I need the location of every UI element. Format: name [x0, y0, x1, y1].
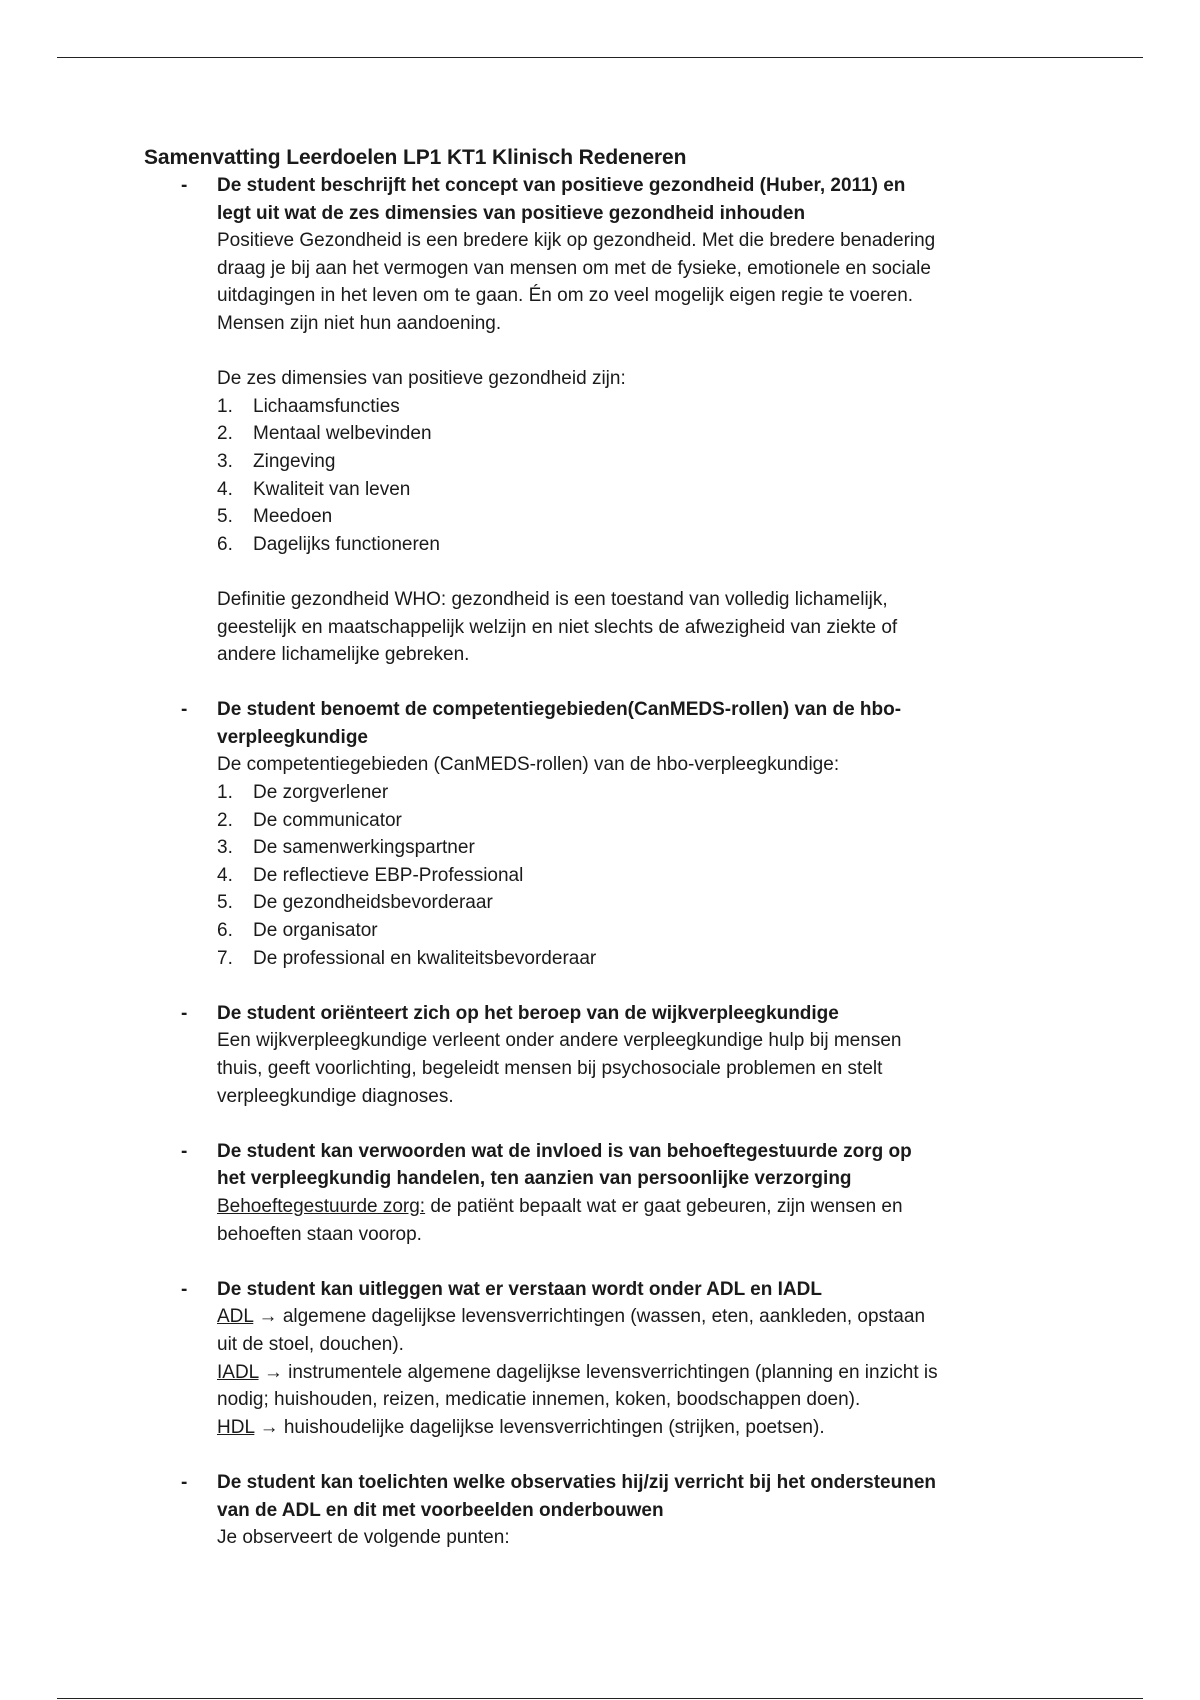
goal-question: De student kan verwoorden wat de invloed is van behoeftegestuurde zorg op [217, 1140, 912, 1162]
paragraph-line: uitdagingen in het leven om te gaan. Én om zo veel mogelijk eigen regie te voeren. [217, 285, 914, 307]
paragraph-line: ADL → algemene dagelijkse levensverrichtingen (wassen, eten, aankleden, opstaan [217, 1306, 926, 1328]
list-item: 4. Kwaliteit van leven [217, 478, 411, 500]
bottom-rule [57, 1698, 1143, 1699]
bullet-dash: - [181, 1140, 188, 1162]
list-item: 4. De reflectieve EBP-Professional [217, 864, 524, 886]
bullet-dash: - [181, 1002, 188, 1024]
list-intro: De competentiegebieden (CanMEDS-rollen) van de hbo-verpleegkundige: [217, 754, 840, 776]
learning-goal-district-nurse [144, 1000, 1064, 1110]
list-item: 2. Mentaal welbevinden [217, 423, 432, 445]
paragraph-line: Je observeert de volgende punten: [217, 1527, 510, 1549]
list-item: 6. De organisator [217, 920, 378, 942]
goal-question: De student kan toelichten welke observaties hij/zij verricht bij het ondersteunen [217, 1471, 937, 1493]
paragraph-line: andere lichamelijke gebreken. [217, 644, 470, 666]
term-hdl: HDL [217, 1416, 255, 1438]
goal-question: De student kan uitleggen wat er verstaan wordt onder ADL en IADL [217, 1278, 822, 1300]
document-body [144, 144, 1064, 1579]
list-item: 5. De gezondheidsbevorderaar [217, 892, 493, 914]
term-underlined: Behoeftegestuurde zorg: [217, 1195, 426, 1217]
learning-goal-needs-based-care [144, 1138, 1064, 1248]
paragraph-line: HDL → huishoudelijke dagelijkse levensverrichtingen (strijken, poetsen). [217, 1416, 825, 1438]
learning-goal-positive-health [144, 172, 1064, 669]
learning-goal-adl-observations [144, 1469, 1064, 1552]
document-title: Samenvatting Leerdoelen LP1 KT1 Klinisch Redeneren [144, 146, 687, 169]
goal-question: De student beschrijft het concept van positieve gezondheid (Huber, 2011) en [217, 175, 906, 196]
paragraph-line: Mensen zijn niet hun aandoening. [217, 312, 502, 334]
list-intro: De zes dimensies van positieve gezondheid zijn: [217, 368, 626, 390]
list-item: 1. Lichaamsfuncties [217, 395, 400, 417]
list-item: 6. Dagelijks functioneren [217, 533, 440, 555]
paragraph-line: uit de stoel, douchen). [217, 1333, 404, 1355]
paragraph-line: Definitie gezondheid WHO: gezondheid is een toestand van volledig lichamelijk, [217, 588, 888, 610]
list-item: 1. De zorgverlener [217, 782, 389, 804]
bullet-dash: - [181, 1471, 188, 1493]
paragraph-line: IADL → instrumentele algemene dagelijkse levensverrichtingen (planning en inzicht is [217, 1361, 938, 1383]
paragraph-line: Positieve Gezondheid is een bredere kijk op gezondheid. Met die bredere benadering [217, 230, 936, 252]
goal-question: De student benoemt de competentiegebieden(CanMEDS-rollen) van de hbo- [217, 699, 902, 721]
goal-question: verpleegkundige [217, 726, 368, 748]
bullet-dash: - [181, 175, 188, 196]
goal-question: het verpleegkundig handelen, ten aanzien van persoonlijke verzorging [217, 1168, 852, 1190]
canmeds-list [217, 779, 1064, 972]
paragraph-line: Behoeftegestuurde zorg: de patiënt bepaalt wat er gaat gebeuren, zijn wensen en [217, 1195, 903, 1217]
paragraph-line: verpleegkundige diagnoses. [217, 1085, 454, 1107]
paragraph-line: behoeften staan voorop. [217, 1223, 422, 1245]
bullet-dash: - [181, 699, 188, 721]
paragraph-line: geestelijk en maatschappelijk welzijn en niet slechts de afwezigheid van ziekte of [217, 616, 898, 638]
list-item: 2. De communicator [217, 809, 402, 831]
list-item: 3. Zingeving [217, 450, 336, 472]
goal-question: De student oriënteert zich op het beroep van de wijkverpleegkundige [217, 1002, 839, 1024]
paragraph-line: Een wijkverpleegkundige verleent onder andere verpleegkundige hulp bij mensen [217, 1030, 902, 1052]
list-item: 7. De professional en kwaliteitsbevorderaar [217, 947, 597, 969]
learning-goal-canmeds [144, 696, 1064, 972]
learning-goal-adl-iadl [144, 1276, 1064, 1442]
paragraph-line: nodig; huishouden, reizen, medicatie innemen, koken, boodschappen doen). [217, 1389, 861, 1411]
top-rule [57, 57, 1143, 58]
list-item: 5. Meedoen [217, 506, 333, 528]
paragraph-line: draag je bij aan het vermogen van mensen om met de fysieke, emotionele en sociale [217, 257, 931, 279]
term-iadl: IADL [217, 1361, 259, 1383]
bullet-dash: - [181, 1278, 188, 1300]
goal-question: legt uit wat de zes dimensies van positieve gezondheid inhouden [217, 202, 806, 224]
goal-question: van de ADL en dit met voorbeelden onderbouwen [217, 1499, 664, 1521]
term-adl: ADL [217, 1306, 254, 1328]
dimensions-list [217, 393, 1064, 559]
paragraph-line: thuis, geeft voorlichting, begeleidt mensen bij psychosociale problemen en stelt [217, 1058, 883, 1079]
list-item: 3. De samenwerkingspartner [217, 837, 475, 859]
